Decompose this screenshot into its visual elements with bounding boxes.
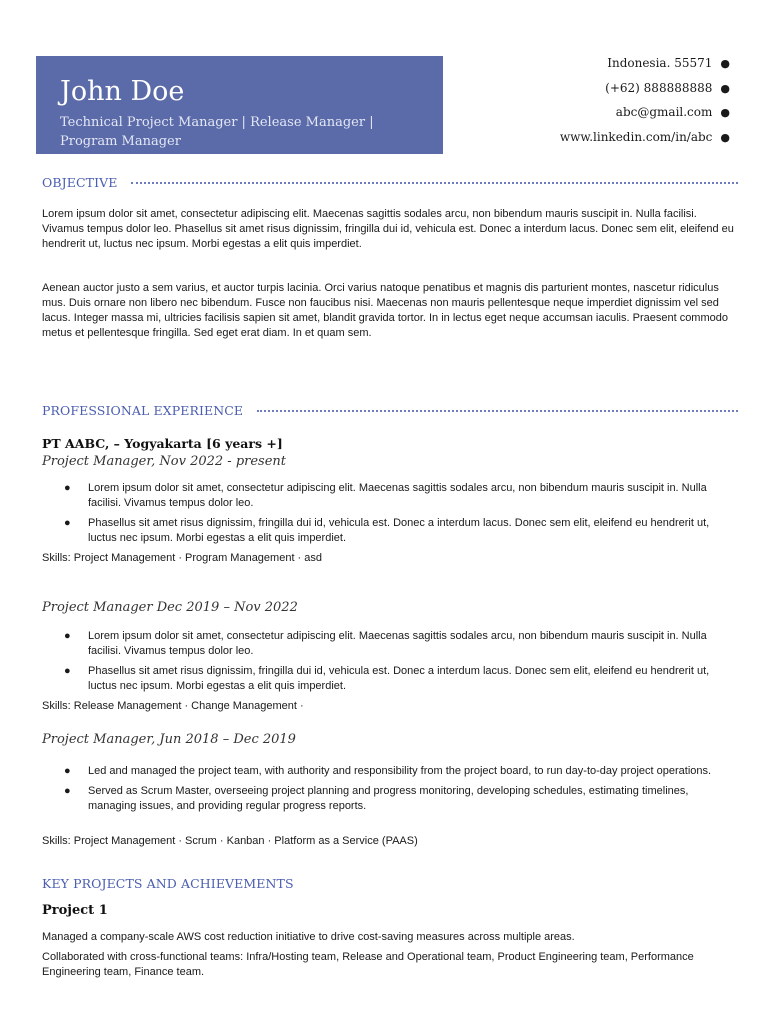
role-skills: Skills: Release Management · Change Management · bbox=[42, 700, 304, 712]
company-name: PT AABC, – Yogyakarta [6 years +] bbox=[42, 436, 283, 451]
projects-section-header bbox=[42, 874, 738, 892]
section-divider bbox=[131, 182, 738, 184]
bullet-icon: ● bbox=[720, 130, 730, 144]
candidate-name: John Doe bbox=[60, 76, 185, 107]
list-item: ● Led and managed the project team, with authority and responsibility from the project board, to run day-to-day project operations. bbox=[64, 765, 712, 777]
objective-section-header bbox=[42, 173, 738, 191]
section-title: PROFESSIONAL EXPERIENCE bbox=[42, 402, 244, 418]
experience-section-header bbox=[42, 401, 738, 419]
role-skills: Skills: Project Management · Program Management · asd bbox=[42, 552, 323, 564]
contact-email[interactable]: abc@gmail.com ● bbox=[615, 105, 730, 120]
contact-phone: (+62) 888888888 ● bbox=[605, 80, 730, 95]
role-title: Project Manager, Jun 2018 – Dec 2019 bbox=[42, 732, 296, 747]
bullet-icon: ● bbox=[64, 765, 71, 777]
contact-location: Indonesia. 55571 ● bbox=[607, 56, 730, 70]
contact-list bbox=[560, 56, 730, 154]
objective-paragraph-2: Aenean auctor justo a sem varius, et auctor turpis lacinia. Orci varius natoque penatibus et magnis dis parturient montes, nascetur ridiculus mus. Duis ornare non libero nec bibendum. Fusce non faucibus nisi. Maecenas non mauris pellentesque neque imperdiet dignissim vel sed lacus. Integer massa mi, ultricies facilisis sapien sit amet, blandit gravida tortor. In in lectus eget neque accumsan iaculis. Praesent commodo metus et pellentesque fringilla. Sed eget erat diam. In et quam sem. bbox=[42, 282, 728, 339]
bullet-icon: ● bbox=[64, 482, 71, 494]
candidate-title: Technical Project Manager | Release Manager | Program Manager bbox=[60, 115, 374, 149]
role-title: Project Manager Dec 2019 – Nov 2022 bbox=[42, 600, 298, 615]
bullet-icon: ● bbox=[720, 57, 730, 70]
bullet-icon: ● bbox=[720, 81, 730, 95]
role-skills: Skills: Project Management · Scrum · Kanban · Platform as a Service (PAAS) bbox=[42, 835, 418, 847]
objective-paragraph-1: Lorem ipsum dolor sit amet, consectetur adipiscing elit. Maecenas sagittis sodales arcu, non bibendum mauris suscipit in. Nulla facilisi. Vivamus tempus dolor leo. Phasellus sit amet risus dignissim, fringilla dui id, vehicula est. Donec a interdum lacus. Donec sem elit, eleifend eu hendrerit ut, luctus nec ipsum. Morbi egestas a elit quis imperdiet. bbox=[42, 208, 734, 250]
project-line: Collaborated with cross-functional teams: Infra/Hosting team, Release and Operational team, Product Engineering team, Performance Engineering team, Finance team. bbox=[42, 951, 694, 978]
list-item: ● Lorem ipsum dolor sit amet, consectetur adipiscing elit. Maecenas sagittis sodales arcu, non bibendum mauris suscipit in. Nulla facilisi. Vivamus tempus dolor leo. bbox=[64, 630, 707, 657]
project-line: Managed a company-scale AWS cost reduction initiative to drive cost-saving measures across multiple areas. bbox=[42, 931, 575, 943]
bullet-icon: ● bbox=[720, 106, 730, 120]
bullet-icon: ● bbox=[64, 630, 71, 642]
list-item: ● Phasellus sit amet risus dignissim, fringilla dui id, vehicula est. Donec a interdum lacus. Donec sem elit, eleifend eu hendrerit ut, luctus nec ipsum. Morbi egestas a elit quis imperdiet. bbox=[64, 665, 710, 692]
list-item: ● Served as Scrum Master, overseeing project planning and progress monitoring, developing schedules, estimating timelines, managing issues, and providing regular progress reports. bbox=[64, 785, 689, 812]
section-divider bbox=[257, 410, 738, 412]
role-bullets bbox=[42, 764, 734, 819]
section-title: KEY PROJECTS AND ACHIEVEMENTS bbox=[42, 875, 294, 891]
role-title: Project Manager, Nov 2022 - present bbox=[42, 454, 287, 469]
contact-linkedin[interactable]: www.linkedin.com/in/abc ● bbox=[559, 129, 730, 144]
section-title: OBJECTIVE bbox=[42, 174, 118, 190]
name-header-block bbox=[36, 56, 443, 154]
bullet-icon: ● bbox=[64, 665, 71, 677]
bullet-icon: ● bbox=[64, 517, 71, 529]
role-bullets bbox=[42, 629, 734, 699]
project-name: Project 1 bbox=[42, 903, 108, 918]
list-item: ● Lorem ipsum dolor sit amet, consectetur adipiscing elit. Maecenas sagittis sodales arcu, non bibendum mauris suscipit in. Nulla facilisi. Vivamus tempus dolor leo. bbox=[64, 482, 707, 509]
list-item: ● Phasellus sit amet risus dignissim, fringilla dui id, vehicula est. Donec a interdum lacus. Donec sem elit, eleifend eu hendrerit ut, luctus nec ipsum. Morbi egestas a elit quis imperdiet. bbox=[64, 517, 710, 544]
bullet-icon: ● bbox=[64, 785, 71, 797]
role-bullets bbox=[42, 481, 734, 551]
